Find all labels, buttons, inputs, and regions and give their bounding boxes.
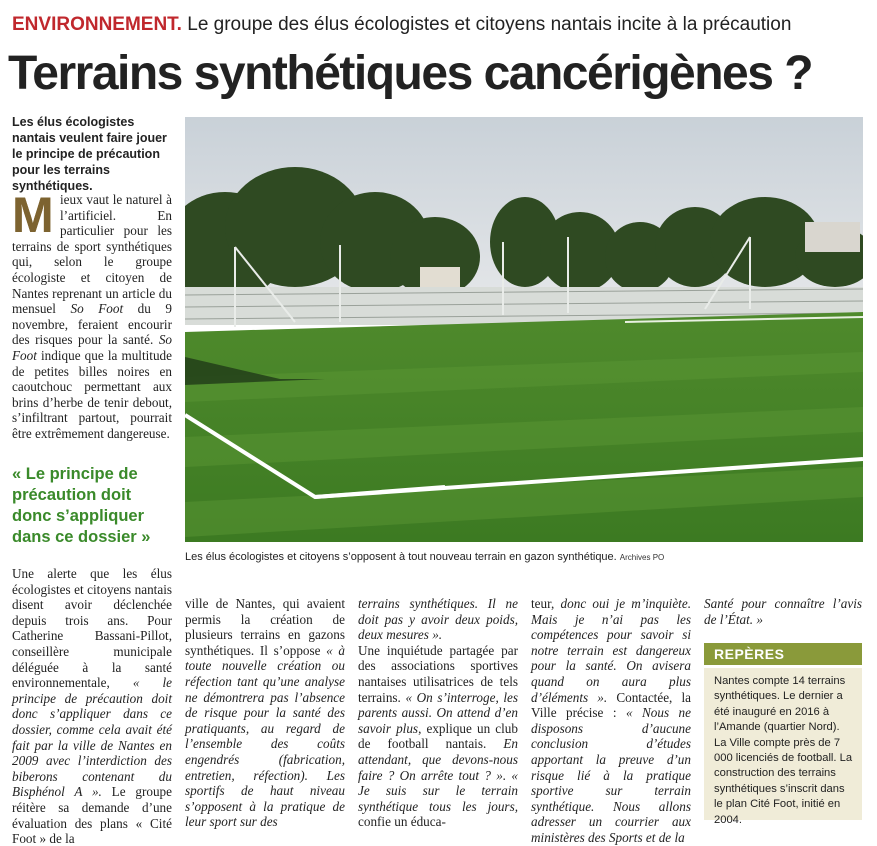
article-column-5 (704, 596, 862, 627)
article-column-4 (531, 596, 691, 846)
column-3-text-b: , explique un club de football nantais. (358, 720, 518, 752)
paragraph-2-quote: « le principe de précaution doit donc s’appliquer dans ce dossier, comme cela avait été fait par la ville de Nantes en 2009 avec l’interdiction des biberons contenant du Bisphénol A ». (12, 675, 172, 800)
caption-text: Les élus écologistes et citoyens s’opposent à tout nouveau terrain en gazon synthétique. (185, 551, 620, 563)
section-tag: ENVIRONNEMENT. (12, 14, 182, 35)
column-4-quote-2: « Nous ne disposons d’aucune conclusion d’études apportant la preuve d’un risque lié à la pratique sportive sur terrain synthétique. Nous allons adresser un courrier aux ministères des Sports et de la (531, 705, 691, 845)
column-5-quote: Santé pour connaître l’avis de l’État. » (704, 596, 862, 627)
column-4-quote: donc oui je m’inquiète. Mais je n’ai pas les compétences pour savoir si notre terrain est dangereux pour la santé. On avisera quand on aura plus d’éléments ». (531, 596, 691, 705)
photo-credit: Archives PO (619, 553, 665, 562)
pull-quote: « Le principe de précaution doit donc s’appliquer dans ce dossier » (12, 465, 151, 546)
football-pitch-photo (185, 117, 863, 542)
column-3-quote-2: « On s’interroge, les parents aussi. On attend d’en savoir plus (358, 689, 518, 736)
headline: Terrains synthétiques cancérigènes ? (8, 47, 813, 100)
article-column-2 (185, 596, 345, 830)
column-4-text-a: teur, (531, 596, 561, 611)
dropcap: M (12, 194, 56, 236)
column-3-text-c: confie un éduca- (358, 814, 446, 830)
magazine-name-2: So Foot (12, 332, 172, 363)
reperes-title: REPÈRES (704, 643, 862, 665)
photo-caption (185, 550, 863, 565)
column-3-text-a: Une inquiétude partagée par des associations sportives nantaises utilisatrices de tels terrains. (358, 642, 518, 705)
paragraph-2-part-a: Une alerte que les élus écologistes et citoyens nantais disent avoir déclenchée depuis trois ans. Pour Catherine Bassani-Pillot, conseillère municipale déléguée à la santé environnementale, (12, 566, 172, 691)
paragraph-1-part-b: du 9 novembre, feraient encourir des risques pour la santé. (12, 301, 172, 348)
lede: Les élus écologistes nantais veulent faire jouer le principe de précaution pour les terrains synthétiques. (12, 115, 167, 193)
paragraph-1-part-a: ieux vaut le naturel à l’artificiel. En particulier pour les terrains de sport synthétiques qui, selon le groupe écologiste et citoyen de Nantes reprenant un article du mensuel (12, 192, 172, 317)
kicker-text: Le groupe des élus écologistes et citoyens nantais incite à la précaution (187, 14, 792, 35)
column-3-quote: terrains synthétiques. Il ne doit pas y avoir deux poids, deux mesures ». (358, 596, 518, 643)
article-column-3 (358, 596, 518, 830)
article-column-1b (12, 566, 172, 846)
magazine-name: So Foot (70, 301, 124, 317)
reperes-box: Nantes compte 14 terrains synthétiques. Le dernier a été inauguré en 2016 à l’Amande (quartier Nord). La Ville compte près de 7 000 licenciés de football. La construction des terrains synthétiques s’inscrit dans le plan Cité Foot, initié en 2004. (704, 668, 862, 820)
column-2-quote: « à toute nouvelle création ou réfection tant qu’une analyse ne démontrera pas l’absence de risque pour la santé des pratiquants, au regard de l’ensemble des coûts engendrés (fabrication, entretien, réfection). Les sportifs de haut niveau s’opposent à la pratique de leur sport sur des (185, 642, 346, 830)
paragraph-1-part-c: indique que la multitude de petites billes noires en caoutchouc permettant aux brins d’herbe de tenir debout, s’infiltrant partout, pourrait être extrêmement dangereuse. (12, 347, 172, 441)
paragraph-2-part-b: Le groupe réitère sa demande d’une évaluation des plans « Cité Foot » de la (12, 784, 172, 846)
column-3-quote-3: En attendant, que devons-nous faire ? On arrête tout ? ». (358, 736, 518, 783)
article-column-1a (12, 187, 172, 442)
column-4-text-b: Contactée, la Ville précise : (531, 689, 692, 721)
column-2-text: ville de Nantes, qui avaient permis la création de plusieurs terrains en gazons synthétiques. Il s’oppose (185, 596, 345, 658)
column-3-quote-4: « Je suis sur le terrain synthétique tous les jours, (358, 767, 519, 814)
kicker (12, 14, 872, 36)
article-photo (185, 117, 863, 542)
